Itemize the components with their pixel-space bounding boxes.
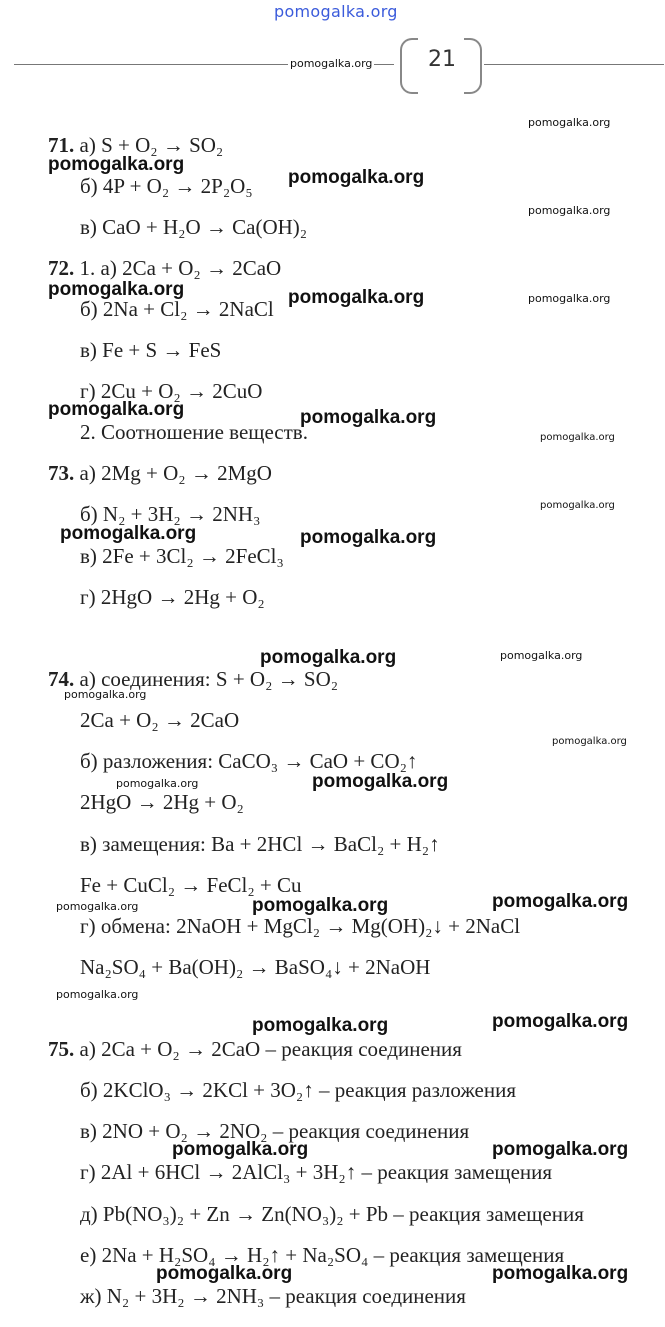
reaction-text: а) 2Mg + O₂ → 2MgO bbox=[79, 461, 272, 485]
line-75b: б) 2KClO₃ → 2KCl + 3O₂↑ – реакция разложения bbox=[80, 1078, 517, 1102]
task-number: 73. bbox=[48, 461, 75, 485]
line-72-2: 2. Соотношение веществ. bbox=[80, 420, 308, 444]
page-number-bracket-left bbox=[400, 38, 418, 94]
watermark: pomogalka.org bbox=[56, 988, 139, 1001]
watermark: pomogalka.org bbox=[48, 399, 185, 420]
line-72-1b: б) 2Na + Cl₂ → 2NaCl bbox=[80, 297, 274, 321]
watermark: pomogalka.org bbox=[156, 1263, 293, 1284]
watermark: pomogalka.org bbox=[288, 287, 425, 308]
watermark: pomogalka.org bbox=[492, 891, 629, 912]
watermark: pomogalka.org bbox=[260, 647, 397, 668]
task-number: 74. bbox=[48, 667, 75, 691]
site-url[interactable]: pomogalka.org bbox=[274, 2, 398, 21]
watermark: pomogalka.org bbox=[60, 523, 197, 544]
line-72-1a bbox=[48, 256, 281, 280]
watermark: pomogalka.org bbox=[288, 167, 425, 188]
watermark: pomogalka.org bbox=[48, 279, 185, 300]
watermark: pomogalka.org bbox=[528, 116, 611, 129]
watermark: pomogalka.org bbox=[300, 407, 437, 428]
watermark: pomogalka.org bbox=[48, 154, 185, 175]
line-72-1c: в) Fe + S → FeS bbox=[80, 338, 222, 362]
line-74c2: Fe + CuCl₂ → FeCl₂ + Cu bbox=[80, 873, 302, 897]
task-number: 75. bbox=[48, 1037, 75, 1061]
line-73d: г) 2HgO → 2Hg + O₂ bbox=[80, 585, 265, 609]
line-73a bbox=[48, 461, 272, 485]
watermark: pomogalka.org bbox=[540, 432, 615, 443]
watermark: pomogalka.org bbox=[528, 204, 611, 217]
reaction-text: а) 2Ca + O₂ → 2CaO – реакция соединения bbox=[79, 1037, 462, 1061]
line-75e: д) Pb(NO₃)₂ + Zn → Zn(NO₃)₂ + Pb – реакция замещения bbox=[80, 1202, 584, 1226]
header-rule-right bbox=[484, 64, 664, 65]
line-74d: г) обмена: 2NaOH + MgCl₂ → Mg(OH)₂↓ + 2NaCl bbox=[80, 914, 521, 938]
watermark: pomogalka.org bbox=[492, 1011, 629, 1032]
watermark: pomogalka.org bbox=[64, 688, 147, 701]
line-74d2: Na₂SO₄ + Ba(OH)₂ → BaSO₄↓ + 2NaOH bbox=[80, 955, 431, 979]
watermark: pomogalka.org bbox=[252, 1015, 389, 1036]
watermark: pomogalka.org bbox=[290, 57, 373, 70]
task-number: 71. bbox=[48, 133, 75, 157]
watermark: pomogalka.org bbox=[312, 771, 449, 792]
watermark: pomogalka.org bbox=[552, 736, 627, 747]
watermark: pomogalka.org bbox=[492, 1263, 629, 1284]
watermark: pomogalka.org bbox=[540, 500, 615, 511]
watermark: pomogalka.org bbox=[500, 649, 583, 662]
watermark: pomogalka.org bbox=[300, 527, 437, 548]
line-74a2: 2Ca + O₂ → 2CaO bbox=[80, 708, 240, 732]
watermark: pomogalka.org bbox=[56, 900, 139, 913]
line-71b: б) 4P + O₂ → 2P₂O₅ bbox=[80, 174, 253, 198]
watermark: pomogalka.org bbox=[252, 895, 389, 916]
watermark: pomogalka.org bbox=[116, 777, 199, 790]
watermark: pomogalka.org bbox=[492, 1139, 629, 1160]
page-number: 21 bbox=[428, 47, 456, 72]
line-73c: в) 2Fe + 3Cl₂ → 2FeCl₃ bbox=[80, 544, 284, 568]
watermark: pomogalka.org bbox=[172, 1139, 309, 1160]
line-73b: б) N₂ + 3H₂ → 2NH₃ bbox=[80, 502, 261, 526]
line-74b: б) разложения: CaCO₃ → CaO + CO₂↑ bbox=[80, 749, 418, 773]
line-75a bbox=[48, 1037, 462, 1061]
line-71c: в) CaO + H₂O → Ca(OH)₂ bbox=[80, 215, 308, 239]
line-75g: ж) N₂ + 3H₂ → 2NH₃ – реакция соединения bbox=[80, 1284, 466, 1308]
task-number: 72. bbox=[48, 256, 75, 280]
line-75c: в) 2NO + O₂ → 2NO₂ – реакция соединения bbox=[80, 1119, 470, 1143]
reaction-text: а) соединения: S + O₂ → SO₂ bbox=[79, 667, 339, 691]
watermark: pomogalka.org bbox=[528, 292, 611, 305]
reaction-text: 1. а) 2Ca + O₂ → 2CaO bbox=[79, 256, 282, 280]
line-75f: е) 2Na + H₂SO₄ → H₂↑ + Na₂SO₄ – реакция замещения bbox=[80, 1243, 565, 1267]
reaction-text: а) S + O₂ → SO₂ bbox=[79, 133, 224, 157]
line-74b2: 2HgO → 2Hg + O₂ bbox=[80, 790, 244, 814]
page-number-bracket-right bbox=[464, 38, 482, 94]
line-74c: в) замещения: Ba + 2HCl → BaCl₂ + H₂↑ bbox=[80, 832, 440, 856]
line-72-1d: г) 2Cu + O₂ → 2CuO bbox=[80, 379, 263, 403]
line-75d: г) 2Al + 6HCl → 2AlCl₃ + 3H₂↑ – реакция замещения bbox=[80, 1160, 553, 1184]
